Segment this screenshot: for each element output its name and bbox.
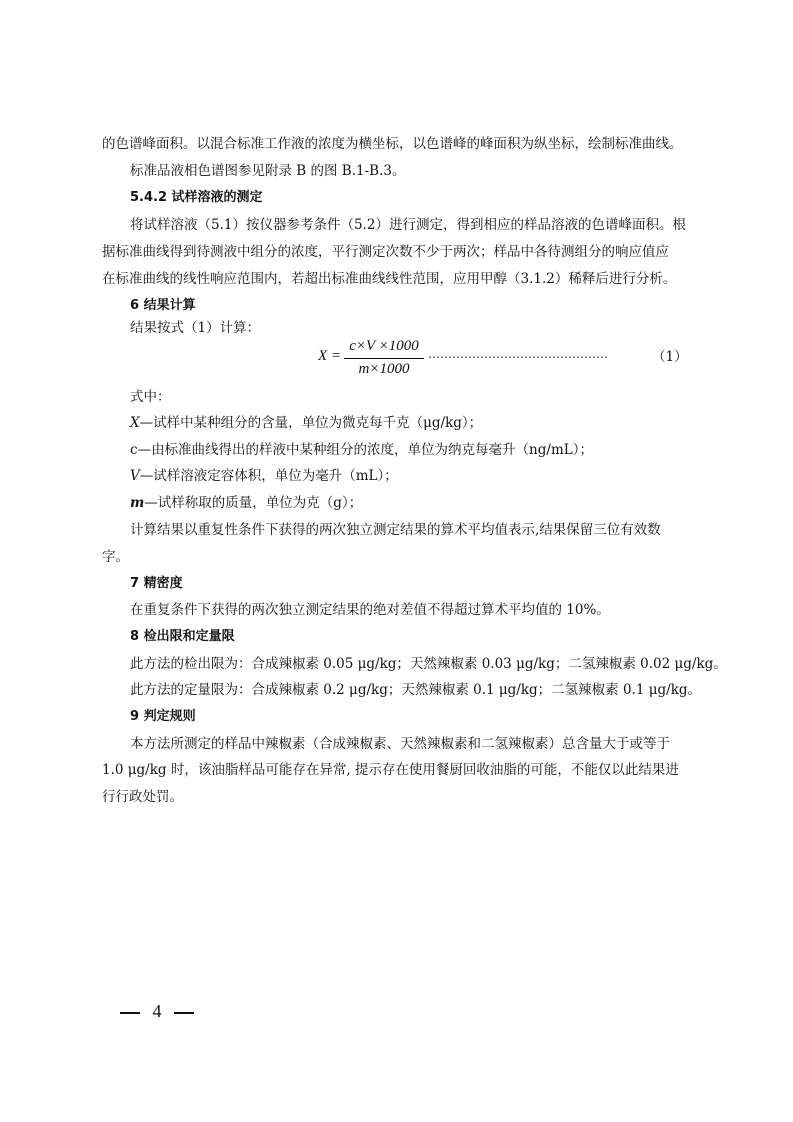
section-heading-9: 9 判定规则 [130,709,196,724]
where-label: 式中： [130,389,171,405]
definition-text: —试样称取的质量，单位为克（g）； [144,495,363,511]
paragraph-line: 在重复条件下获得的两次独立测定结果的绝对差值不得超过算术平均值的 10%。 [130,602,610,618]
page-footer [120,1001,194,1022]
paragraph-line: 计算结果以重复性条件下获得的两次独立测定结果的算术平均值表示,结果保留三位有效数 [130,522,661,538]
definition-x [130,414,482,432]
symbol: m [130,495,145,511]
paragraph-line: 本方法所测定的样品中辣椒素（合成辣椒素、天然辣椒素和二氢辣椒素）总含量大于或等于 [130,736,670,752]
paragraph-line: 在标准曲线的线性响应范围内，若超出标准曲线线性范围，应用甲醇（3.1.2）稀释后进行分析。 [102,271,677,287]
footer-dash-right [174,1012,194,1014]
section-heading-8: 8 检出限和定量限 [130,629,235,644]
paragraph-line: 行行政处罚。 [102,789,183,805]
footer-dash-left [120,1012,140,1014]
paragraph-line: 的色谱峰面积。以混合标准工作液的浓度为横坐标，以色谱峰的峰面积为纵坐标，绘制标准曲线。 [102,136,683,152]
definition-text: —试样中某种组分的含量，单位为微克每千克（μg/kg）； [139,415,483,431]
symbol: X [130,415,140,431]
symbol: V [130,468,140,484]
formula-leader-dots: ……………………………………… [428,347,608,361]
section-heading-7: 7 精密度 [130,576,183,591]
paragraph-line: 将试样溶液（5.1）按仪器参考条件（5.2）进行测定，得到相应的样品溶液的色谱峰面积。根 [130,217,686,233]
definition-text: —试样溶液定容体积，单位为毫升（mL）； [139,468,398,484]
formula-numerator: c×V ×1000 [349,338,419,354]
formula-denominator: m×1000 [358,361,410,377]
paragraph-line: 此方法的定量限为：合成辣椒素 0.2 μg/kg；天然辣椒素 0.1 μg/kg；二氢辣椒素 0.1 μg/kg。 [130,682,702,698]
page-number: 4 [152,1001,162,1021]
formula-lhs: X = [318,348,342,364]
paragraph-line: 此方法的检出限为：合成辣椒素 0.05 μg/kg；天然辣椒素 0.03 μg/kg；二氢辣椒素 0.02 μg/kg。 [130,656,727,672]
equation-number: （1） [652,349,688,365]
calc-intro: 结果按式（1）计算： [130,320,261,336]
symbol: c [130,442,138,458]
definition-v [130,467,398,485]
definition-c [130,441,593,459]
section-heading-6: 6 结果计算 [130,298,196,313]
paragraph-line: 字。 [102,549,129,565]
paragraph-line: 标准品液相色谱图参见附录 B 的图 B.1-B.3。 [130,163,406,179]
fraction-bar [344,358,424,359]
paragraph-line: 据标准曲线得到待测液中组分的浓度，平行测定次数不少于两次；样品中各待测组分的响应值应 [102,244,669,260]
definition-m [130,494,362,512]
paragraph-line: 1.0 μg/kg 时，该油脂样品可能存在异常, 提示存在使用餐厨回收油脂的可能，不能仅以此结果进 [102,762,679,778]
definition-text: —由标准曲线得出的样液中某种组分的浓度，单位为纳克每毫升（ng/mL）； [137,442,593,458]
section-heading-5-4-2: 5.4.2 试样溶液的测定 [130,190,263,205]
